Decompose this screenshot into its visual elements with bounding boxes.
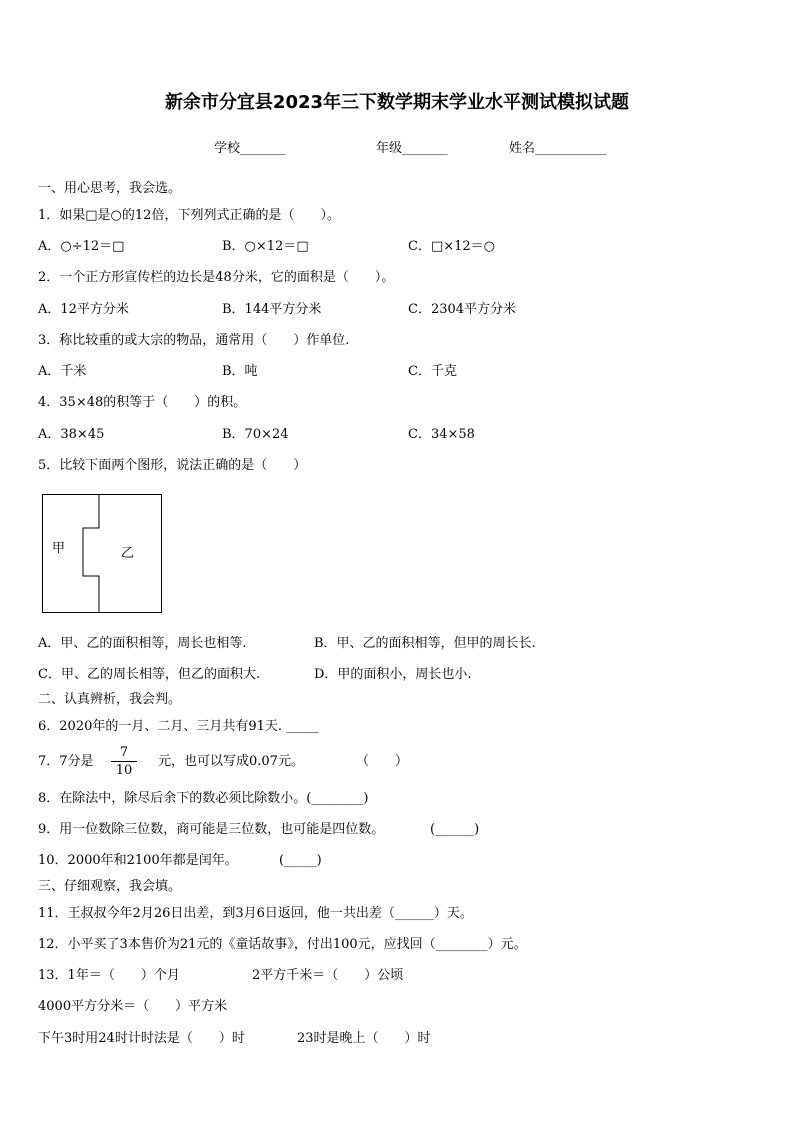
q3-stem: 3．称比较重的或大宗的物品，通常用（ ）作单位. [38,333,350,348]
q7-text-pre: 7．7分是 [38,754,94,769]
section-heading-1: 一、用心思考，我会选。 [38,181,182,196]
q1-option-b[interactable]: B．○×12＝□ [222,239,309,254]
q2-option-b[interactable]: B．144平方分米 [222,302,322,317]
q5-stem: 5．比较下面两个图形，说法正确的是（ ） [38,458,307,473]
fraction-bar [111,761,137,762]
q13-line1-right: 2平方千米＝（ ）公顷 [252,968,404,983]
q5-figure [42,494,164,620]
q13-line3-left: 下午3时用24时计时法是（ ）时 [38,1031,245,1046]
q9-text: 9．用一位数除三位数，商可能是三位数，也可能是四位数。 [38,822,385,837]
q1-stem: 1．如果□是○的12倍，下列列式正确的是（ ）。 [38,208,340,223]
q12-text: 12．小平买了3本售价为21元的《童话故事》，付出100元，应找回（________）元。 [38,937,527,952]
q13-line3-right: 23时是晚上（ ）时 [297,1031,431,1046]
q5-label-yi: 乙 [121,546,135,561]
q7-denominator: 10 [115,763,133,778]
q13-line2: 4000平方分米＝（ ）平方米 [38,999,228,1014]
school-field[interactable]: 学校_______ [214,141,286,156]
q3-option-a[interactable]: A．千米 [38,364,87,379]
q5-label-jia: 甲 [52,541,66,556]
q6-text: 6．2020年的一月、二月、三月共有91天. _____ [38,719,319,734]
q5-option-a[interactable]: A．甲、乙的面积相等，周长也相等. [38,636,247,651]
q7-numerator: 7 [119,745,129,760]
q4-option-b[interactable]: B．70×24 [222,427,289,442]
q10-answer-blank[interactable]: (_____) [279,853,322,868]
q3-option-b[interactable]: B．吨 [222,364,258,379]
q2-stem: 2．一个正方形宣传栏的边长是48分米，它的面积是（ ）。 [38,270,395,285]
name-field[interactable]: 姓名___________ [509,141,607,156]
q2-option-a[interactable]: A．12平方分米 [38,302,129,317]
q11-text: 11．王叔叔今年2月26日出差，到3月6日返回，他一共出差（______）天。 [38,906,473,921]
q1-option-a[interactable]: A．○÷12＝□ [38,239,125,254]
section-heading-2: 二、认真辨析，我会判。 [38,692,182,707]
q9-answer-blank[interactable]: (______) [430,822,480,837]
q7-answer-blank[interactable]: （ ） [356,754,409,769]
q7-fraction [111,745,137,778]
grade-field[interactable]: 年级_______ [376,141,448,156]
q5-option-c[interactable]: C．甲、乙的周长相等，但乙的面积大. [38,667,261,682]
page-title: 新余市分宜县2023年三下数学期末学业水平测试模拟试题 [164,92,630,113]
q8-text: 8．在除法中，除尽后余下的数必须比除数小。(________) [38,791,369,806]
q10-text: 10．2000年和2100年都是闰年。 [38,853,238,868]
q3-option-c[interactable]: C．千克 [408,364,457,379]
q4-option-a[interactable]: A．38×45 [38,427,105,442]
q5-option-b[interactable]: B．甲、乙的面积相等，但甲的周长长. [314,636,536,651]
q2-option-c[interactable]: C．2304平方分米 [408,302,517,317]
q5-option-d[interactable]: D．甲的面积小，周长也小. [314,667,472,682]
q13-line1-left: 13．1年＝（ ）个月 [38,968,180,983]
section-heading-3: 三、仔细观察，我会填。 [38,879,182,894]
q4-option-c[interactable]: C．34×58 [408,427,475,442]
q4-stem: 4．35×48的积等于（ ）的积。 [38,395,247,410]
q7-text-post: 元，也可以写成0.07元。 [158,754,304,769]
q1-option-c[interactable]: C．□×12＝○ [408,239,496,254]
